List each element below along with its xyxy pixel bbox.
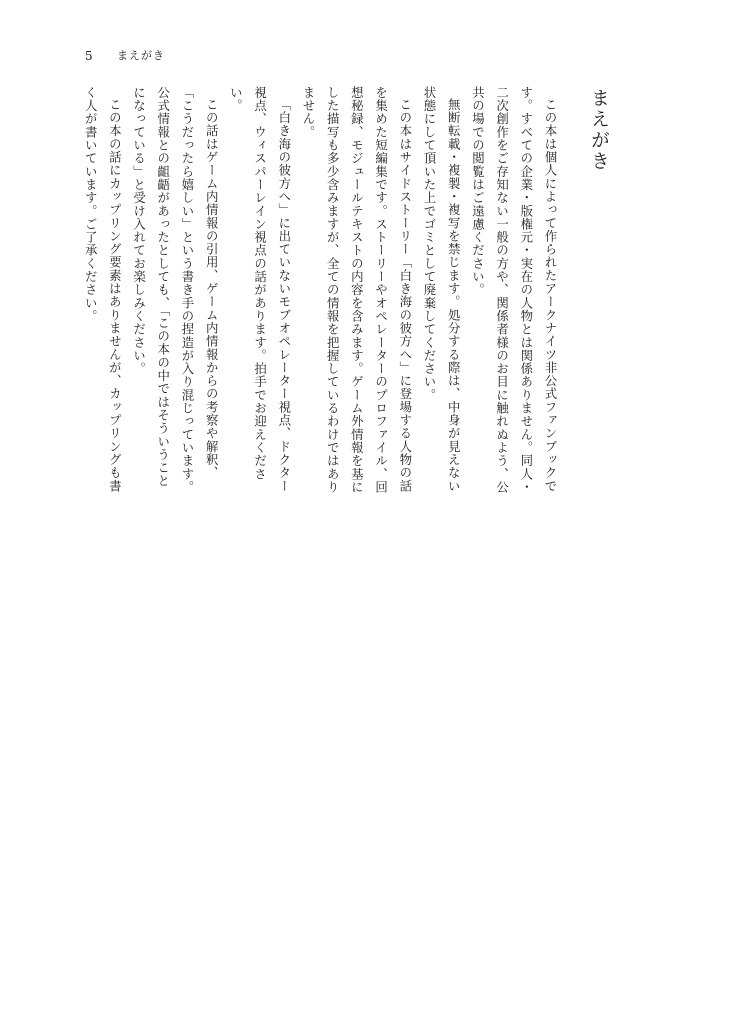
paragraph-content: この本はサイドストーリー「白き海の彼方へ」に登場する人物の話を集めた短編集です。ストーリーやオペレーターのプロファイル、回想秘録、モジュールテキストの内容を含みます。ゲーム外情報を基にした描写も多少含みますが、全ての情報を把握しているわけではありません。 bbox=[300, 86, 413, 494]
paragraph-disclaimer: この本は個人によって作られたアークナイツ非公式ファンブックです。すべての企業・版権元・実在の人物とは関係ありません。同人・二次創作をご存知ない一般の方や、関係者様のお目に触れぬよう、公共の場での閲覧はご遠慮ください。 bbox=[470, 86, 558, 494]
paragraph-coupling: この本の話にカップリング要素はありませんが、カップリングも書く人が書いています。ご了承ください。 bbox=[83, 86, 123, 493]
chapter-title: まえがき bbox=[588, 88, 610, 172]
running-head: まえがき bbox=[117, 49, 165, 62]
paragraph-reproduction: 無断転載・複製・複写を禁じます。処分する際は、中身が見えない状態にして頂いた上でゴミとして廃棄してください。 bbox=[421, 86, 462, 493]
paragraph-viewpoints: 「白き海の彼方へ」に出ていないモブオペレーター視点、ドクター視点、ウィスパーレイン視点の話があります。拍手でお迎えください。 bbox=[228, 86, 292, 493]
paragraph-interpretation: この話はゲーム内情報の引用、ゲーム内情報からの考察や解釈、「こうだったら嬉しい」という書き手の捏造が入り混じっています。公式情報との齟齬があったとしても、「この本の中ではそういうことになっている」と受け入れてお楽しみください。 bbox=[131, 86, 220, 494]
page-number: 5 bbox=[85, 49, 93, 63]
vertical-text-block bbox=[83, 86, 612, 496]
